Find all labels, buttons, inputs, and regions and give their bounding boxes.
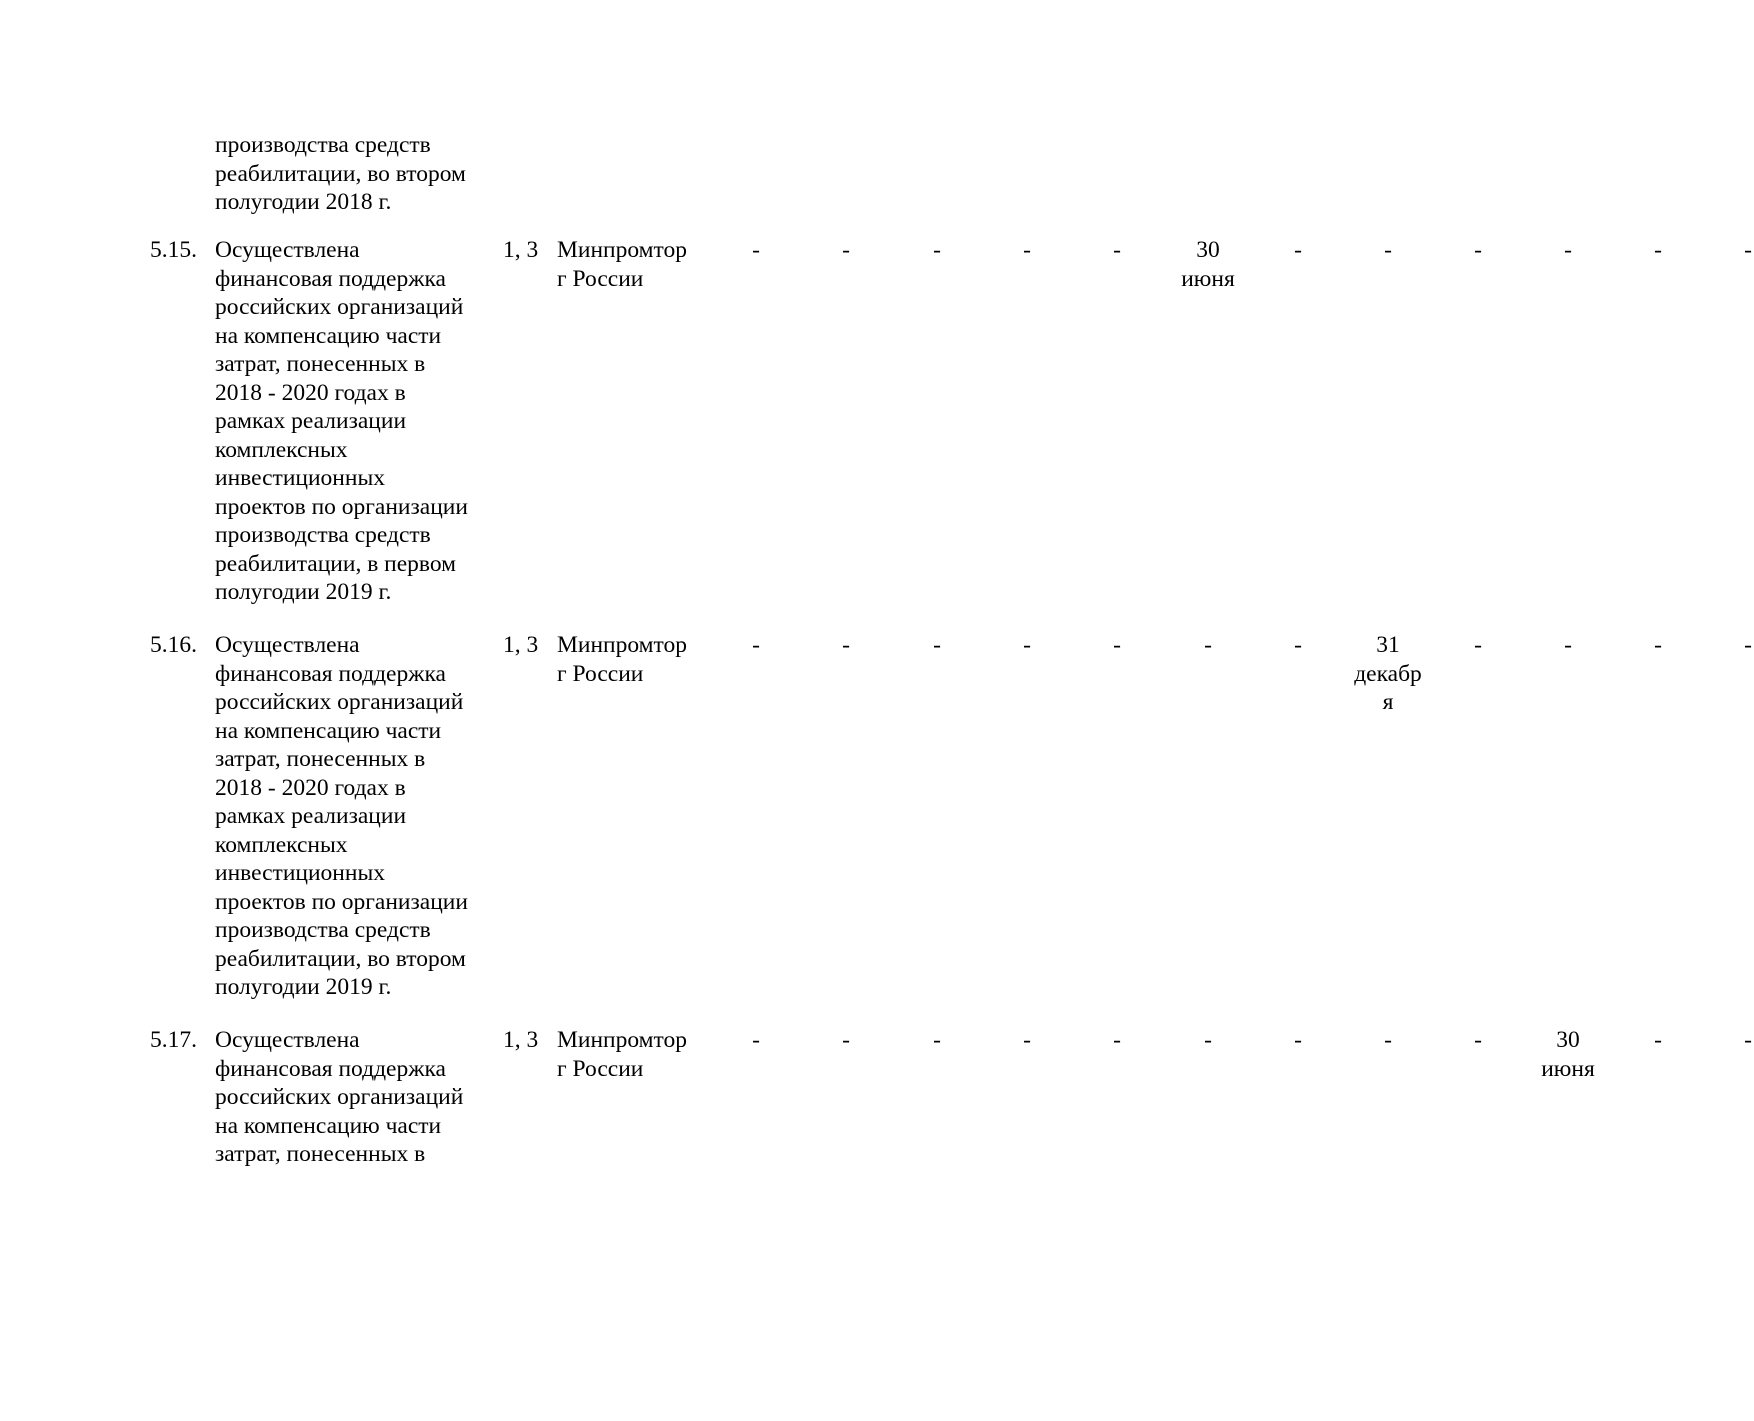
date-cell	[1433, 1026, 1523, 1055]
row-description	[215, 1026, 463, 1169]
text-line: Осуществлена	[215, 237, 360, 263]
continued-description	[215, 131, 466, 217]
date-cell	[1433, 236, 1523, 265]
cell-text: -	[1744, 237, 1752, 263]
date-cell	[1613, 1026, 1703, 1055]
text-line: затрат, понесенных в	[215, 746, 426, 772]
cell-text: июня	[1541, 1055, 1595, 1082]
text-line: на компенсацию части	[215, 322, 442, 349]
text-line: комплексных	[215, 831, 348, 858]
cell-text: -	[1023, 1027, 1031, 1053]
text-line: на компенсацию части	[215, 717, 442, 744]
cell-text: -	[1474, 1027, 1482, 1053]
cell-text: декабр	[1354, 660, 1422, 687]
date-cell	[711, 1026, 801, 1055]
row-responsible-org	[557, 631, 687, 688]
text-line: затрат, понесенных в	[215, 351, 426, 377]
cell-text: -	[752, 632, 760, 658]
text-line: реабилитации, во втором	[215, 945, 466, 972]
date-cell	[1072, 236, 1162, 265]
cell-text: июня	[1181, 265, 1235, 292]
text-line: Минпромтор	[557, 1027, 688, 1053]
cell-text: -	[1023, 237, 1031, 263]
date-cell	[892, 1026, 982, 1055]
date-cell	[1163, 236, 1253, 293]
cell-text: -	[1744, 632, 1752, 658]
date-cell	[801, 631, 891, 660]
cell-text: -	[1204, 1027, 1212, 1053]
cell-text: -	[1113, 237, 1121, 263]
cell-text: -	[1654, 632, 1662, 658]
cell-text: -	[1113, 1027, 1121, 1053]
text-line: затрат, понесенных в	[215, 1141, 426, 1167]
date-cell	[801, 1026, 891, 1055]
cell-text: 30	[1556, 1027, 1580, 1053]
date-cell	[982, 1026, 1072, 1055]
table-row	[0, 631, 1754, 1026]
text-line: инвестиционных	[215, 465, 385, 491]
text-line: финансовая поддержка	[215, 1055, 446, 1082]
row-criteria: 1, 3	[503, 237, 539, 263]
text-line: комплексных	[215, 436, 348, 463]
cell-text: -	[842, 237, 850, 263]
text-line: рамках реализации	[215, 408, 407, 434]
date-cell	[1253, 236, 1343, 265]
text-line: г России	[557, 1055, 644, 1082]
cell-text: 30	[1196, 237, 1220, 263]
date-cell	[1523, 631, 1613, 660]
date-cell	[1433, 631, 1523, 660]
text-line: проектов по организации	[215, 493, 468, 520]
text-line: Минпромтор	[557, 632, 688, 658]
cell-text: -	[1204, 632, 1212, 658]
text-line: финансовая поддержка	[215, 265, 446, 292]
cell-text: -	[933, 237, 941, 263]
date-cell	[892, 236, 982, 265]
cell-text: -	[752, 1027, 760, 1053]
text-line: Осуществлена	[215, 1027, 360, 1053]
cell-text: -	[1564, 237, 1572, 263]
date-cell	[1343, 1026, 1433, 1055]
date-cell	[1253, 631, 1343, 660]
text-line: реабилитации, во втором	[215, 160, 466, 187]
cell-text: -	[1294, 632, 1302, 658]
date-cell	[1613, 631, 1703, 660]
row-responsible-org	[557, 1026, 687, 1083]
cell-text: -	[1384, 237, 1392, 263]
date-cell	[711, 236, 801, 265]
text-line: 2018 - 2020 годах в	[215, 774, 406, 801]
date-cell	[1523, 1026, 1613, 1083]
cell-text: -	[1294, 1027, 1302, 1053]
row-responsible-org	[557, 236, 687, 293]
date-cell	[1343, 631, 1433, 717]
date-cell	[1072, 1026, 1162, 1055]
date-cell	[1343, 236, 1433, 265]
text-line: российских организаций	[215, 1084, 464, 1110]
cell-text: -	[752, 237, 760, 263]
date-cell	[982, 631, 1072, 660]
date-cell	[1072, 631, 1162, 660]
text-line: финансовая поддержка	[215, 660, 446, 687]
date-cell	[892, 631, 982, 660]
cell-text: -	[1744, 1027, 1752, 1053]
cell-text: 31	[1376, 632, 1400, 658]
row-criteria: 1, 3	[503, 1027, 539, 1053]
date-cell	[1613, 236, 1703, 265]
table-row	[0, 236, 1754, 631]
text-line: г России	[557, 265, 644, 292]
cell-text: -	[1654, 237, 1662, 263]
cell-text: -	[1113, 632, 1121, 658]
text-line: проектов по организации	[215, 888, 468, 915]
cell-text: -	[1023, 632, 1031, 658]
cell-text: -	[842, 632, 850, 658]
cell-text: -	[1564, 632, 1572, 658]
date-cell	[1163, 631, 1253, 660]
date-cell	[1163, 1026, 1253, 1055]
cell-text: -	[842, 1027, 850, 1053]
date-cell	[1253, 1026, 1343, 1055]
date-cell	[801, 236, 891, 265]
text-line: 2018 - 2020 годах в	[215, 379, 406, 406]
text-line: российских организаций	[215, 689, 464, 715]
text-line: производства средств	[215, 132, 431, 158]
text-line: полугодии 2019 г.	[215, 974, 392, 1000]
cell-text: -	[1384, 1027, 1392, 1053]
cell-text: -	[933, 1027, 941, 1053]
text-line: производства средств	[215, 917, 431, 943]
text-line: Осуществлена	[215, 632, 360, 658]
text-line: инвестиционных	[215, 860, 385, 886]
date-cell	[1523, 236, 1613, 265]
text-line: на компенсацию части	[215, 1112, 442, 1139]
cell-text: -	[1474, 237, 1482, 263]
cell-text: -	[1294, 237, 1302, 263]
row-description	[215, 236, 468, 607]
date-cell	[982, 236, 1072, 265]
cell-text: -	[1654, 1027, 1662, 1053]
cell-text: -	[933, 632, 941, 658]
row-number: 5.16.	[150, 632, 197, 658]
date-cell	[1703, 631, 1754, 660]
text-line: российских организаций	[215, 294, 464, 320]
row-criteria: 1, 3	[503, 632, 539, 658]
row-description	[215, 631, 468, 1002]
text-line: полугодии 2019 г.	[215, 579, 392, 605]
date-cell	[1703, 236, 1754, 265]
cell-text: я	[1382, 689, 1394, 715]
text-line: производства средств	[215, 522, 431, 548]
text-line: реабилитации, в первом	[215, 550, 457, 577]
row-number: 5.17.	[150, 1027, 197, 1053]
date-cell	[1703, 1026, 1754, 1055]
text-line: г России	[557, 660, 644, 687]
text-line: полугодии 2018 г.	[215, 189, 392, 215]
text-line: Минпромтор	[557, 237, 688, 263]
text-line: рамках реализации	[215, 803, 407, 829]
cell-text: -	[1474, 632, 1482, 658]
date-cell	[711, 631, 801, 660]
row-number: 5.15.	[150, 237, 197, 263]
table-row	[0, 1026, 1754, 1421]
